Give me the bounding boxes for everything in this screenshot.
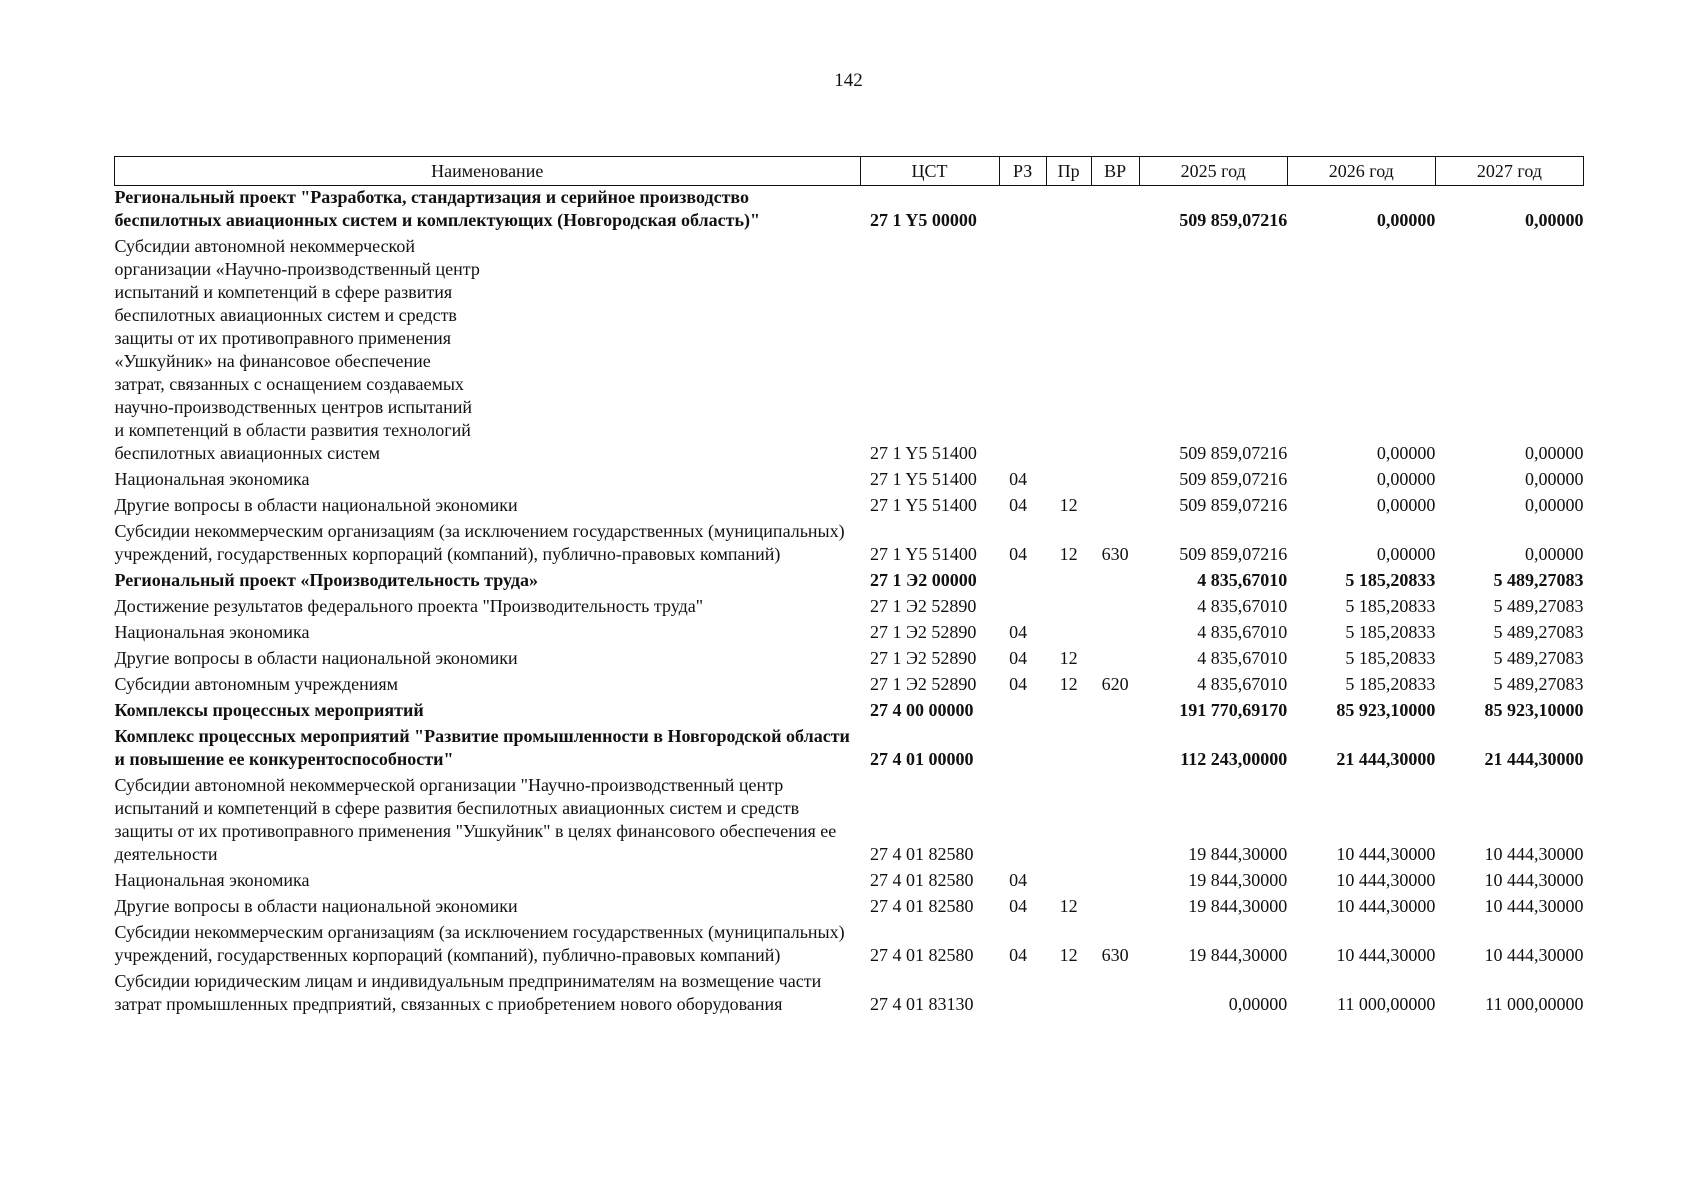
cell-2026: 10 444,30000 [1336,870,1436,890]
table-row [115,235,1584,468]
table-row [115,895,1584,921]
cell-2025: 4 835,67010 [1197,622,1288,642]
page-number: 142 [834,70,863,91]
cell-vr [1091,235,1139,468]
cell-rz [999,186,1046,236]
table-body [115,186,1584,1020]
cell-vr [1091,869,1139,895]
cell-name [115,235,861,468]
cell-vr: 620 [1101,674,1129,694]
cell-2026: 10 444,30000 [1336,945,1436,965]
row-name-text: Национальная экономика [114,870,310,890]
cell-2025: 4 835,67010 [1197,648,1288,668]
budget-table-container [114,156,1584,1019]
cell-vr: 630 [1101,544,1129,564]
cell-2027: 85 923,10000 [1484,700,1584,720]
cell-2025: 19 844,30000 [1188,945,1288,965]
row-name-text: Субсидии автономной некоммерческой организации "Научно-производственный центр испытаний и компетенций в сфере развития беспилотных авиационных систем и средств защиты от их противоправного применения "Ушкуйник" в целях финансового обеспечения ее деятельности [114,775,837,864]
cell-2027: 0,00000 [1525,495,1584,515]
cell-pr [1046,699,1091,725]
cell-rz: 04 [1009,544,1028,564]
table-row [115,595,1584,621]
cell-rz [999,774,1046,869]
cell-rz [999,970,1046,1019]
cell-name [115,699,861,725]
row-name-text: Другие вопросы в области национальной экономики [114,648,518,668]
cell-pr [1046,569,1091,595]
table-row [115,774,1584,869]
cell-name [115,647,861,673]
cell-pr: 12 [1059,495,1078,515]
cell-name [115,569,861,595]
cell-rz [999,725,1046,774]
cell-cst: 27 1 Y5 00000 [870,210,977,230]
cell-2025: 4 835,67010 [1197,674,1288,694]
cell-pr [1046,774,1091,869]
cell-name [115,595,861,621]
cell-2026: 10 444,30000 [1336,844,1436,864]
budget-table [114,156,1584,1019]
table-row [115,494,1584,520]
cell-cst: 27 1 Э2 52890 [870,622,977,642]
cell-cst: 27 4 01 82580 [870,896,974,916]
cell-vr [1091,595,1139,621]
cell-pr: 12 [1059,896,1078,916]
cell-rz: 04 [1009,648,1028,668]
cell-2025: 509 859,07216 [1179,544,1288,564]
table-row [115,725,1584,774]
row-name-text: Субсидии некоммерческим организациям (за исключением государственных (муниципальных) учреждений, государственных корпораций (компаний), публично-правовых компаний) [114,521,845,564]
cell-pr [1046,869,1091,895]
row-name-text: Субсидии некоммерческим организациям (за исключением государственных (муниципальных) учреждений, государственных корпораций (компаний), публично-правовых компаний) [114,922,845,965]
cell-cst: 27 4 01 82580 [870,844,974,864]
cell-vr [1091,186,1139,236]
cell-vr [1091,699,1139,725]
cell-rz [999,569,1046,595]
row-name-text: Комплексы процессных мероприятий [114,700,424,720]
cell-pr: 12 [1059,674,1078,694]
header-pr: Пр [1046,157,1091,186]
cell-2026: 10 444,30000 [1336,896,1436,916]
header-2027: 2027 год [1435,157,1583,186]
cell-name [115,494,861,520]
table-header [115,157,1584,186]
cell-2027: 10 444,30000 [1484,870,1584,890]
header-rz: РЗ [999,157,1046,186]
cell-2026: 11 000,00000 [1337,994,1436,1014]
row-name-text: Достижение результатов федерального проекта "Производительность труда" [114,596,704,616]
cell-pr [1046,970,1091,1019]
row-name-text: Другие вопросы в области национальной экономики [114,495,518,515]
cell-rz: 04 [1009,495,1028,515]
header-vr: ВР [1091,157,1139,186]
cell-cst: 27 4 01 82580 [870,945,974,965]
cell-vr [1091,647,1139,673]
table-row [115,468,1584,494]
cell-2025: 509 859,07216 [1179,443,1288,463]
cell-cst: 27 1 Y5 51400 [870,443,977,463]
cell-2025: 509 859,07216 [1179,495,1288,515]
cell-cst: 27 4 01 82580 [870,870,974,890]
cell-2027: 21 444,30000 [1484,749,1584,769]
cell-vr [1091,468,1139,494]
cell-2025: 0,00000 [1228,994,1288,1014]
cell-name [115,468,861,494]
row-name-text: Субсидии юридическим лицам и индивидуальным предпринимателям на возмещение части затрат промышленных предприятий, связанных с приобретением нового оборудования [114,971,822,1014]
cell-2026: 5 185,20833 [1345,622,1436,642]
cell-name [115,673,861,699]
cell-vr [1091,621,1139,647]
row-name-text: Субсидии автономной некоммерческой организации «Научно-производственный центр испытаний и компетенций в сфере развития беспилотных авиационных систем и средств защиты от их противоправного применения «Ушкуйник» на финансовое обеспечение затрат, связанных с оснащением создаваемых научно-производственных центров испытаний и компетенций в области развития технологий беспилотных авиационных систем [114,236,480,463]
table-row [115,569,1584,595]
cell-2026: 5 185,20833 [1345,596,1436,616]
cell-name [115,869,861,895]
cell-rz [999,699,1046,725]
cell-cst: 27 1 Э2 00000 [870,570,977,590]
cell-name [115,895,861,921]
cell-2026: 5 185,20833 [1345,674,1436,694]
cell-2025: 112 243,00000 [1180,749,1288,769]
cell-2026: 21 444,30000 [1336,749,1436,769]
cell-vr [1091,895,1139,921]
cell-name [115,725,861,774]
table-row [115,699,1584,725]
cell-pr: 12 [1059,945,1078,965]
cell-cst: 27 4 01 83130 [870,994,974,1014]
cell-rz: 04 [1009,870,1028,890]
cell-name [115,186,861,236]
cell-2025: 4 835,67010 [1197,596,1288,616]
cell-vr [1091,725,1139,774]
row-name-text: Комплекс процессных мероприятий "Развитие промышленности в Новгородской области и повышение ее конкурентоспособности" [114,726,850,769]
cell-2026: 0,00000 [1376,495,1436,515]
cell-2027: 0,00000 [1525,210,1584,230]
cell-pr: 12 [1059,648,1078,668]
header-cst: ЦСТ [860,157,999,186]
cell-rz: 04 [1009,469,1028,489]
cell-name [115,921,861,970]
header-2026: 2026 год [1287,157,1435,186]
cell-vr [1091,970,1139,1019]
cell-pr [1046,468,1091,494]
cell-vr [1091,569,1139,595]
header-name: Наименование [115,157,861,186]
cell-name [115,520,861,569]
cell-cst: 27 1 Э2 52890 [870,674,977,694]
row-name-text: Национальная экономика [114,469,310,489]
cell-2025: 191 770,69170 [1179,700,1288,720]
cell-rz: 04 [1009,622,1028,642]
cell-2027: 5 489,27083 [1493,596,1584,616]
cell-vr [1091,494,1139,520]
cell-name [115,970,861,1019]
cell-rz [999,595,1046,621]
table-row [115,186,1584,236]
row-name-text: Региональный проект "Разработка, стандартизация и серийное производство беспилотных авиационных систем и комплектующих (Новгородская область)" [114,187,760,230]
cell-2027: 5 489,27083 [1493,674,1584,694]
table-row [115,869,1584,895]
cell-2026: 0,00000 [1376,443,1436,463]
cell-2026: 85 923,10000 [1336,700,1436,720]
table-row [115,647,1584,673]
header-2025: 2025 год [1139,157,1287,186]
cell-2027: 0,00000 [1525,544,1584,564]
cell-vr [1091,774,1139,869]
row-name-text: Национальная экономика [114,622,310,642]
cell-cst: 27 1 Э2 52890 [870,596,977,616]
cell-cst: 27 1 Y5 51400 [870,469,977,489]
row-name-text: Другие вопросы в области национальной экономики [114,896,518,916]
cell-2025: 509 859,07216 [1179,469,1288,489]
cell-2026: 5 185,20833 [1345,570,1436,590]
cell-pr [1046,621,1091,647]
cell-2027: 5 489,27083 [1493,648,1584,668]
header-row [115,157,1584,186]
cell-2026: 0,00000 [1376,210,1436,230]
cell-2025: 19 844,30000 [1188,844,1288,864]
cell-2025: 4 835,67010 [1197,570,1288,590]
cell-pr [1046,725,1091,774]
table-row [115,621,1584,647]
table-row [115,970,1584,1019]
cell-rz [999,235,1046,468]
row-name-text: Субсидии автономным учреждениям [114,674,399,694]
cell-2027: 0,00000 [1525,443,1584,463]
cell-2027: 10 444,30000 [1484,896,1584,916]
cell-2025: 19 844,30000 [1188,896,1288,916]
cell-2026: 0,00000 [1376,469,1436,489]
cell-cst: 27 4 00 00000 [870,700,974,720]
cell-2027: 5 489,27083 [1493,570,1584,590]
cell-rz: 04 [1009,674,1028,694]
table-row [115,921,1584,970]
table-row [115,673,1584,699]
cell-name [115,774,861,869]
cell-2027: 11 000,00000 [1485,994,1584,1014]
row-name-text: Региональный проект «Производительность труда» [114,570,538,590]
cell-2027: 10 444,30000 [1484,945,1584,965]
cell-cst: 27 1 Y5 51400 [870,495,977,515]
table-row [115,520,1584,569]
cell-2026: 5 185,20833 [1345,648,1436,668]
cell-pr [1046,186,1091,236]
cell-cst: 27 1 Э2 52890 [870,648,977,668]
cell-cst: 27 4 01 00000 [870,749,974,769]
cell-pr [1046,235,1091,468]
cell-rz: 04 [1009,945,1028,965]
cell-2026: 0,00000 [1376,544,1436,564]
cell-2025: 509 859,07216 [1179,210,1288,230]
cell-2027: 0,00000 [1525,469,1584,489]
cell-vr: 630 [1101,945,1129,965]
cell-2027: 10 444,30000 [1484,844,1584,864]
cell-2025: 19 844,30000 [1188,870,1288,890]
cell-2027: 5 489,27083 [1493,622,1584,642]
cell-rz: 04 [1009,896,1028,916]
cell-pr [1046,595,1091,621]
cell-pr: 12 [1059,544,1078,564]
cell-cst: 27 1 Y5 51400 [870,544,977,564]
cell-name [115,621,861,647]
